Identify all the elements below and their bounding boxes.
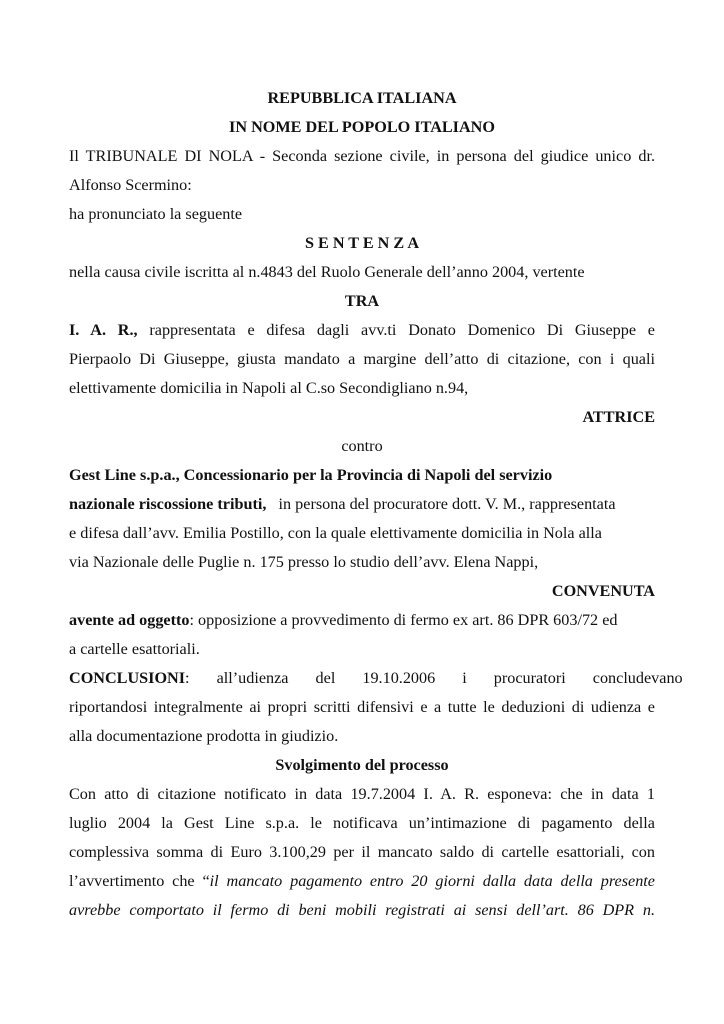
process-line-4-italic: il mancato pagamento entro 20 giorni dalla data della presente <box>209 872 655 890</box>
process-line-4 <box>69 871 655 891</box>
defendant-role: CONVENUTA <box>551 582 655 600</box>
plaintiff-line-3: elettivamente domicilia in Napoli al C.so Secondigliano n.94, <box>69 379 469 397</box>
plaintiff-line-2: Pierpaolo Di Giuseppe, giusta mandato a margine dell’atto di citazione, con i quali <box>69 350 655 368</box>
sentence-title: S E N T E N Z A <box>304 234 420 252</box>
conclusions-line-2: riportandosi integralmente ai propri scritti difensivi e a tutte le deduzioni di udienza e <box>69 698 655 716</box>
between-label: TRA <box>344 292 380 310</box>
defendant-line-2-rest: in persona del procuratore dott. V. M., rappresentata <box>278 495 616 513</box>
plaintiff-role: ATTRICE <box>582 408 655 426</box>
court-line-2: Alfonso Scermino: <box>69 176 192 194</box>
process-line-2: luglio 2004 la Gest Line s.p.a. le notificava un’intimazione di pagamento della <box>69 814 655 832</box>
defendant-line-2 <box>69 494 655 514</box>
subject-line-2: a cartelle esattoriali. <box>69 640 200 658</box>
in-name-heading: IN NOME DEL POPOLO ITALIANO <box>229 118 495 136</box>
case-line: nella causa civile iscritta al n.4843 del Ruolo Generale dell’anno 2004, vertente <box>69 263 585 281</box>
conclusions-line-3: alla documentazione prodotta in giudizio. <box>69 727 339 745</box>
subject-text-1: : opposizione a provvedimento di fermo ex art. 86 DPR 603/72 ed <box>189 611 618 629</box>
conclusions-text-1: : all’udienza del 19.10.2006 i procuratori concludevano <box>185 669 683 687</box>
subject-line-1 <box>69 610 655 630</box>
defendant-name-line-1: Gest Line s.p.a., Concessionario per la Provincia di Napoli del servizio <box>69 466 553 484</box>
conclusions-label: CONCLUSIONI <box>69 669 186 687</box>
pronounced-line: ha pronunciato la seguente <box>69 205 243 223</box>
against-label: contro <box>341 437 383 455</box>
process-title: Svolgimento del processo <box>275 756 449 774</box>
defendant-name-line-2: nazionale riscossione tributi, <box>69 495 267 513</box>
process-line-4-plain: l’avvertimento che “ <box>69 872 210 890</box>
plaintiff-name: I. A. R., <box>69 321 138 339</box>
court-line-1: Il TRIBUNALE DI NOLA - Seconda sezione civile, in persona del giudice unico dr. <box>69 147 655 165</box>
plaintiff-line-1-rest: rappresentata e difesa dagli avv.ti Donato Domenico Di Giuseppe e <box>149 321 655 339</box>
republic-heading: REPUBBLICA ITALIANA <box>267 89 457 107</box>
subject-label: avente ad oggetto <box>69 611 190 629</box>
process-line-3: complessiva somma di Euro 3.100,29 per il mancato saldo di cartelle esattoriali, con <box>69 843 655 861</box>
process-line-5: avrebbe comportato il fermo di beni mobili registrati ai sensi dell’art. 86 DPR n. <box>69 901 655 919</box>
conclusions-line-1 <box>69 668 683 688</box>
defendant-line-4: via Nazionale delle Puglie n. 175 presso lo studio dell’avv. Elena Nappi, <box>69 553 539 571</box>
defendant-line-3: e difesa dall’avv. Emilia Postillo, con la quale elettivamente domicilia in Nola alla <box>69 524 602 542</box>
plaintiff-line-1 <box>69 320 655 340</box>
process-line-1: Con atto di citazione notificato in data 19.7.2004 I. A. R. esponeva: che in data 1 <box>69 785 655 803</box>
